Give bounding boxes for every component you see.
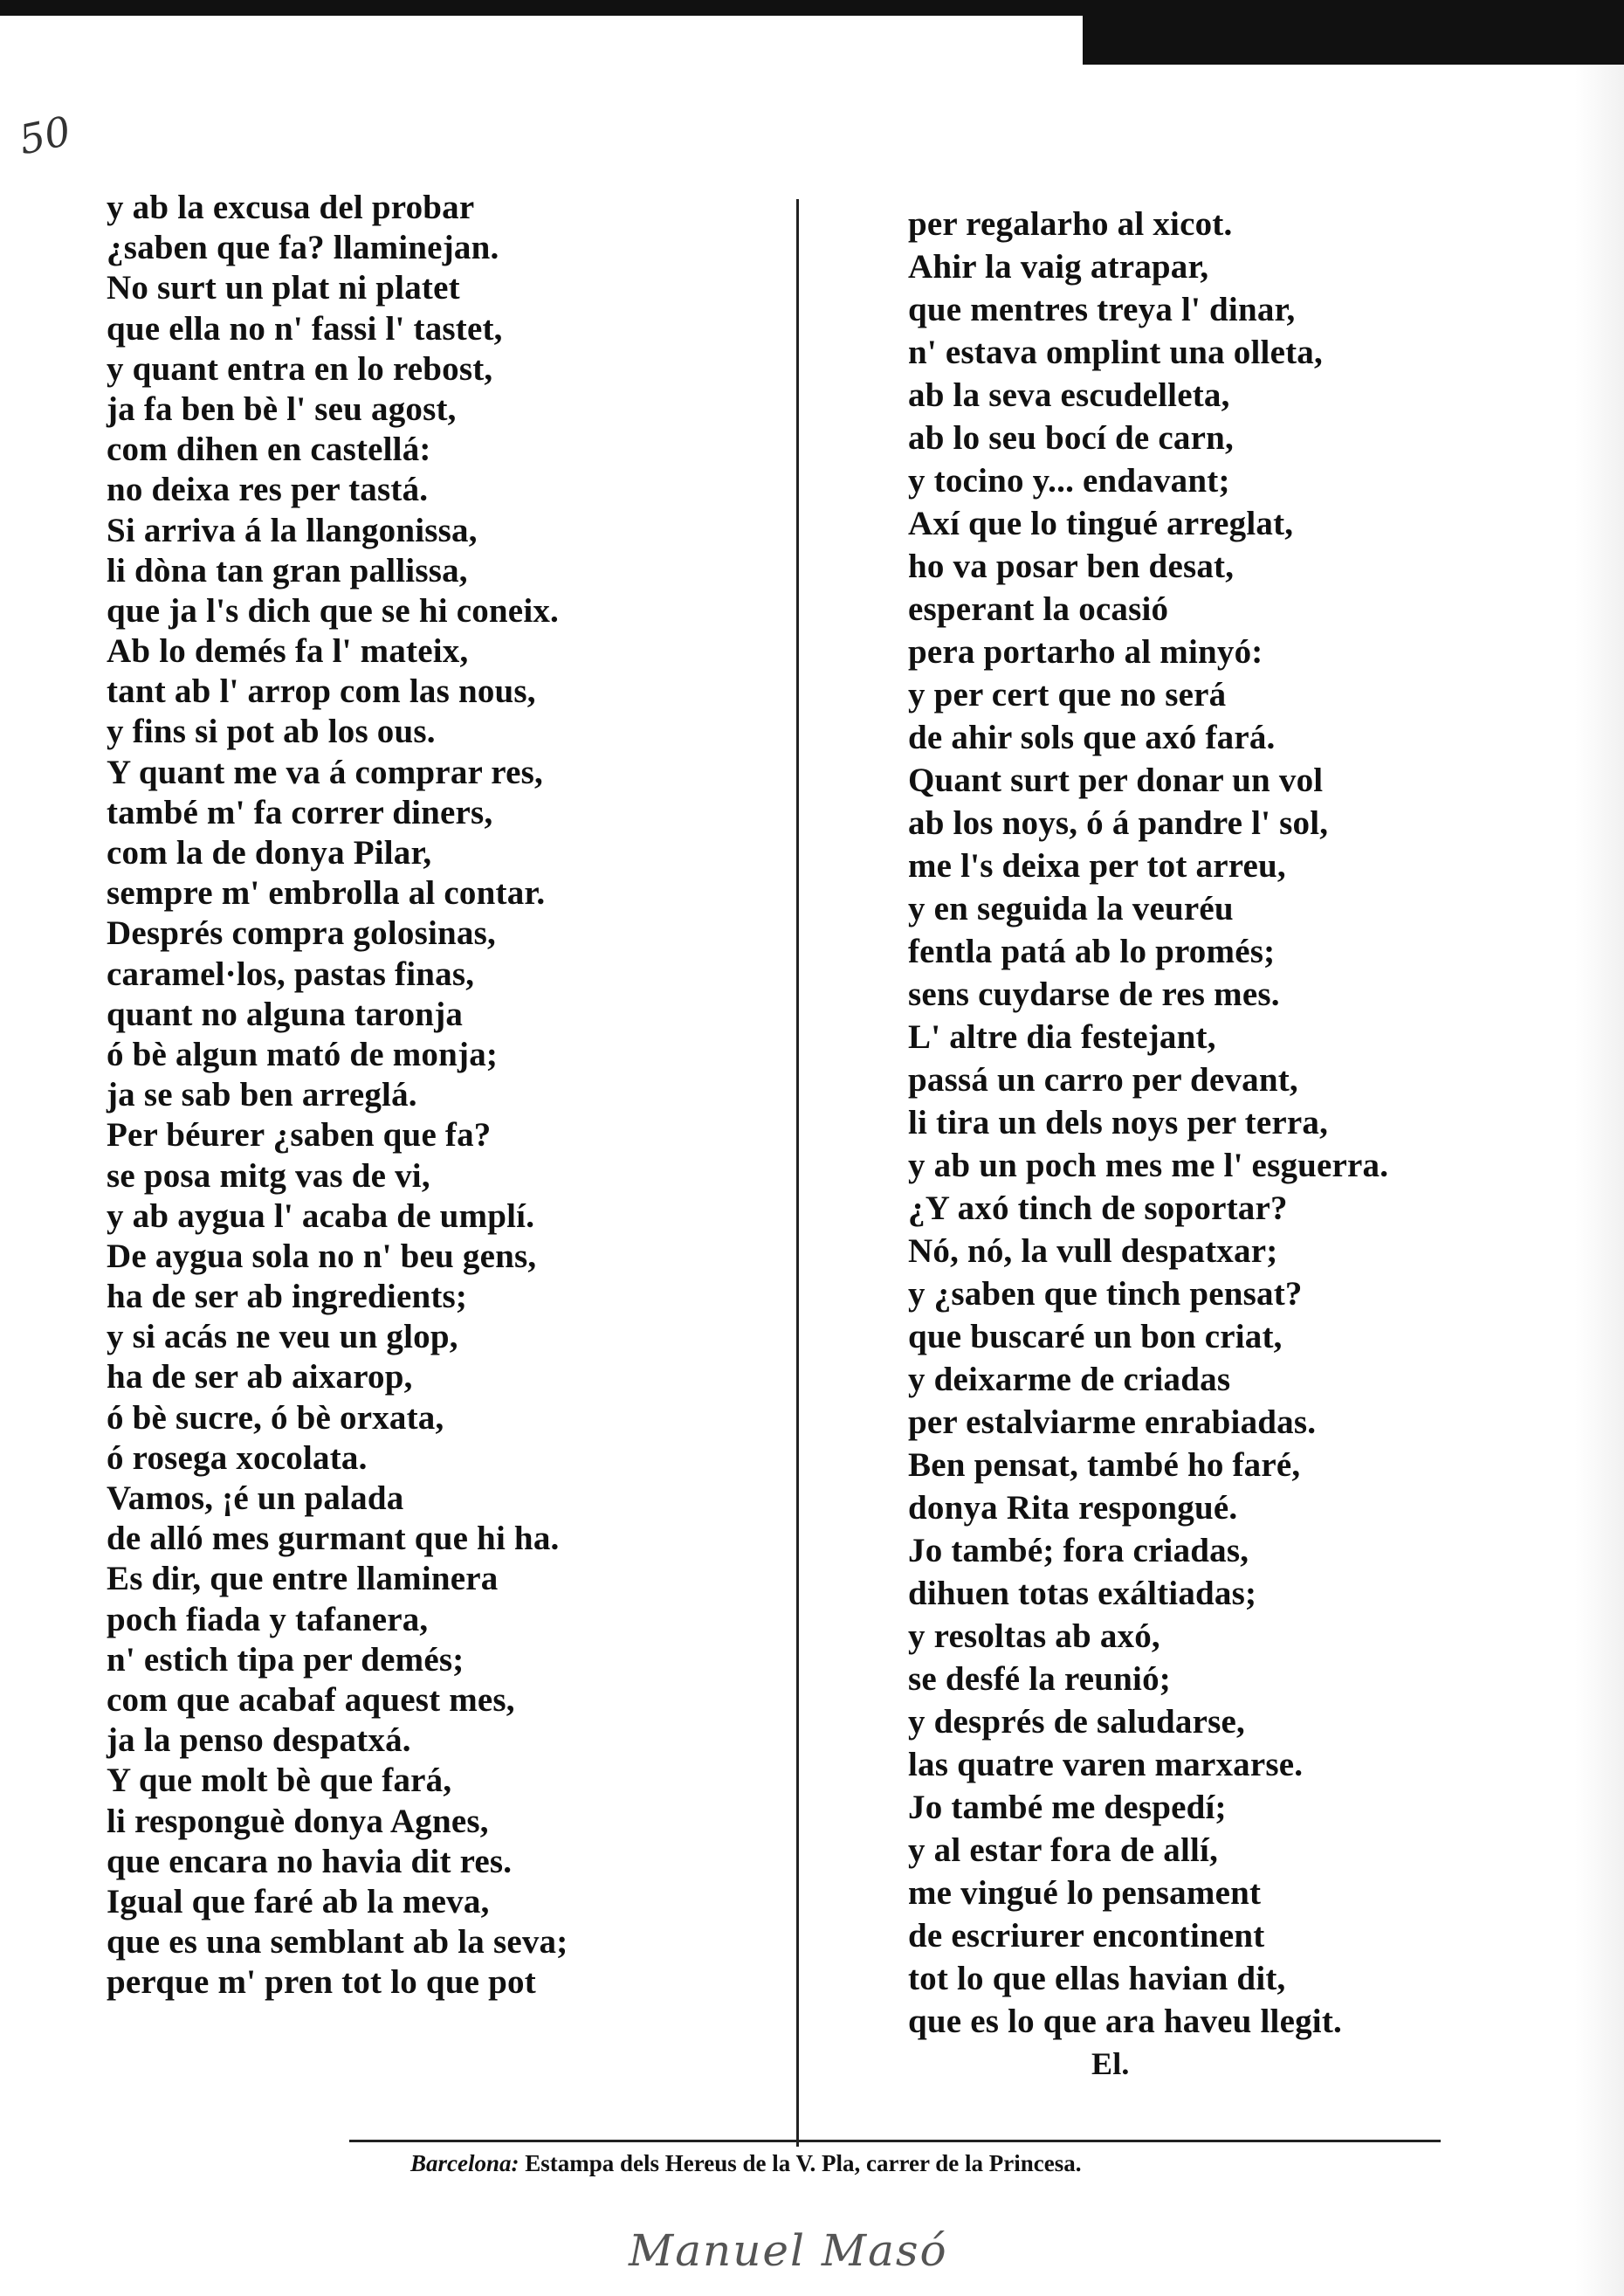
left-column-line: y quant entra en lo rebost, xyxy=(107,349,493,388)
right-column-line: Nó, nó, la vull despatxar; xyxy=(908,1232,1278,1270)
right-column-line: n' estava omplint una olleta, xyxy=(908,334,1323,371)
left-column-line: se posa mitg vas de vi, xyxy=(107,1156,430,1195)
left-column-line: poch fiada y tafanera, xyxy=(107,1600,429,1638)
right-column-line: ¿Y axó tinch de soportar? xyxy=(908,1189,1288,1227)
right-column-line: Jo també me despedí; xyxy=(908,1789,1227,1826)
left-column-line: ha de ser ab ingredients; xyxy=(107,1278,468,1316)
left-column-line: com que acabaf aquest mes, xyxy=(107,1680,515,1719)
left-column-line: ó bè algun mató de monja; xyxy=(107,1035,499,1073)
right-column-line: li tira un dels noys per terra, xyxy=(908,1104,1329,1141)
right-column-line: las quatre varen marxarse. xyxy=(908,1746,1304,1783)
right-column-line: que es lo que ara haveu llegit. xyxy=(908,2003,1342,2040)
right-column-line: y tocino y... endavant; xyxy=(908,462,1230,500)
left-column-line: No surt un plat ni platet xyxy=(107,269,460,307)
left-column-line: també m' fa correr diners, xyxy=(107,793,493,831)
right-column-line: y ab un poch mes me l' esguerra. xyxy=(908,1147,1389,1184)
left-column-line: Igual que faré ab la meva, xyxy=(107,1882,490,1920)
right-column-line: me l's deixa per tot arreu, xyxy=(908,847,1286,885)
handwritten-page-number: 50 xyxy=(15,107,75,164)
poem-signature: El. xyxy=(1091,2046,1130,2081)
page-edge-shadow xyxy=(1575,65,1624,2296)
left-column-line: com la de donya Pilar, xyxy=(107,834,432,872)
colophon-text: Estampa dels Hereus de la V. Pla, carrer de la Princesa. xyxy=(525,2150,1082,2176)
right-column-line: passá un carro per devant, xyxy=(908,1061,1298,1099)
right-column-line: fentla patá ab lo promés; xyxy=(908,933,1276,970)
colophon-city: Barcelona: xyxy=(410,2150,520,2176)
right-column-line: que buscaré un bon criat, xyxy=(908,1318,1283,1355)
right-column-line: ab lo seu bocí de carn, xyxy=(908,419,1234,457)
owner-signature: Manuel Masó xyxy=(629,2225,948,2276)
bottom-rule xyxy=(349,2140,1441,2142)
left-column-line: que ella no n' fassi l' tastet, xyxy=(107,309,503,348)
left-column-line: tant ab l' arrop com las nous, xyxy=(107,672,536,711)
left-column-line: Si arriva á la llangonissa, xyxy=(107,511,478,549)
left-column-line: de alló mes gurmant que hi ha. xyxy=(107,1520,560,1558)
right-column-line: que mentres treya l' dinar, xyxy=(908,291,1296,328)
left-column-line: que ja l's dich que se hi coneix. xyxy=(107,591,559,630)
left-column-line: que es una semblant ab la seva; xyxy=(107,1923,568,1962)
left-column-line: com dihen en castellá: xyxy=(107,431,431,469)
right-column-line: per regalarho al xicot. xyxy=(908,205,1233,243)
left-column-line: y ab aygua l' acaba de umplí. xyxy=(107,1196,535,1235)
left-column-line: no deixa res per tastá. xyxy=(107,471,429,509)
right-column-line: donya Rita respongué. xyxy=(908,1489,1238,1527)
left-column-line: que encara no havia dit res. xyxy=(107,1842,513,1880)
scan-top-bar-left xyxy=(0,0,1083,16)
right-column-line: tot lo que ellas havian dit, xyxy=(908,1960,1286,1997)
left-column-line: Vamos, ¡é un palada xyxy=(107,1479,404,1517)
right-column-line: Jo també; fora criadas, xyxy=(908,1532,1249,1569)
column-divider xyxy=(796,199,799,2147)
right-column-line: Quant surt per donar un vol xyxy=(908,762,1324,799)
left-column-line: quant no alguna taronja xyxy=(107,995,464,1033)
scan-top-bar-right xyxy=(1083,0,1624,65)
left-column-line: Per béurer ¿saben que fa? xyxy=(107,1116,492,1155)
right-column-line: ho va posar ben desat, xyxy=(908,548,1235,585)
left-column-line: ó rosega xocolata. xyxy=(107,1438,368,1477)
right-column-line: ab los noys, ó á pandre l' sol, xyxy=(908,804,1329,842)
right-column-line: y en seguida la veuréu xyxy=(908,890,1234,927)
left-column-line: y ab la excusa del probar xyxy=(107,189,475,226)
left-column-line: Ab lo demés fa l' mateix, xyxy=(107,632,469,671)
left-column-line: li dòna tan gran pallissa, xyxy=(107,551,468,590)
right-column-line: Ahir la vaig atrapar, xyxy=(908,248,1209,286)
left-column-line: ja fa ben bè l' seu agost, xyxy=(107,390,457,428)
right-column-line: per estalviarme enrabiadas. xyxy=(908,1403,1317,1441)
left-column-line: ¿saben que fa? llaminejan. xyxy=(107,229,499,267)
left-text-column xyxy=(107,188,674,2003)
right-column-line: y resoltas ab axó, xyxy=(908,1617,1160,1655)
right-column-line: dihuen totas exáltiadas; xyxy=(908,1575,1257,1612)
right-column-line: Ben pensat, també ho faré, xyxy=(908,1446,1301,1484)
right-column-line: y al estar fora de allí, xyxy=(908,1831,1219,1869)
left-column-line: Y quant me va á comprar res, xyxy=(107,753,543,791)
left-column-line: Es dir, que entre llaminera xyxy=(107,1560,499,1598)
right-column-line: de ahir sols que axó fará. xyxy=(908,719,1276,756)
right-column-line: de escriurer encontinent xyxy=(908,1917,1265,1955)
left-column-line: caramel·los, pastas finas, xyxy=(107,955,475,993)
left-column-line: y fins si pot ab los ous. xyxy=(107,713,436,751)
right-column-line: ab la seva escudelleta, xyxy=(908,376,1230,414)
right-column-line: me vingué lo pensament xyxy=(908,1874,1262,1912)
left-column-line: ó bè sucre, ó bè orxata, xyxy=(107,1398,444,1437)
right-column-line: se desfé la reunió; xyxy=(908,1660,1171,1698)
left-column-line: De aygua sola no n' beu gens, xyxy=(107,1237,537,1275)
left-column-line: perque m' pren tot lo que pot xyxy=(107,1963,536,2002)
right-column-line: Axí que lo tingué arreglat, xyxy=(908,505,1294,542)
left-column-line: ja la penso despatxá. xyxy=(107,1721,411,1760)
printer-colophon xyxy=(410,2150,1081,2177)
left-column-line: Després compra golosinas, xyxy=(107,914,496,953)
right-column-line: y ¿saben que tinch pensat? xyxy=(908,1275,1303,1313)
right-column-line: pera portarho al minyó: xyxy=(908,633,1263,671)
left-column-line: sempre m' embrolla al contar. xyxy=(107,874,546,913)
right-column-line: y per cert que no será xyxy=(908,676,1227,714)
left-column-line: li responguè donya Agnes, xyxy=(107,1802,489,1840)
left-column-line: ja se sab ben arreglá. xyxy=(107,1076,417,1114)
right-column-line: y deixarme de criadas xyxy=(908,1361,1231,1398)
right-column-line: esperant la ocasió xyxy=(908,590,1169,628)
right-column-line: L' altre dia festejant, xyxy=(908,1018,1216,1056)
left-column-line: y si acás ne veu un glop, xyxy=(107,1318,458,1356)
right-text-column xyxy=(908,203,1484,2086)
right-column-line: y després de saludarse, xyxy=(908,1703,1245,1741)
left-column-line: n' estich tipa per demés; xyxy=(107,1640,464,1679)
left-column-line: ha de ser ab aixarop, xyxy=(107,1358,413,1396)
left-column-line: Y que molt bè que fará, xyxy=(107,1762,452,1800)
right-column-line: sens cuydarse de res mes. xyxy=(908,976,1280,1013)
